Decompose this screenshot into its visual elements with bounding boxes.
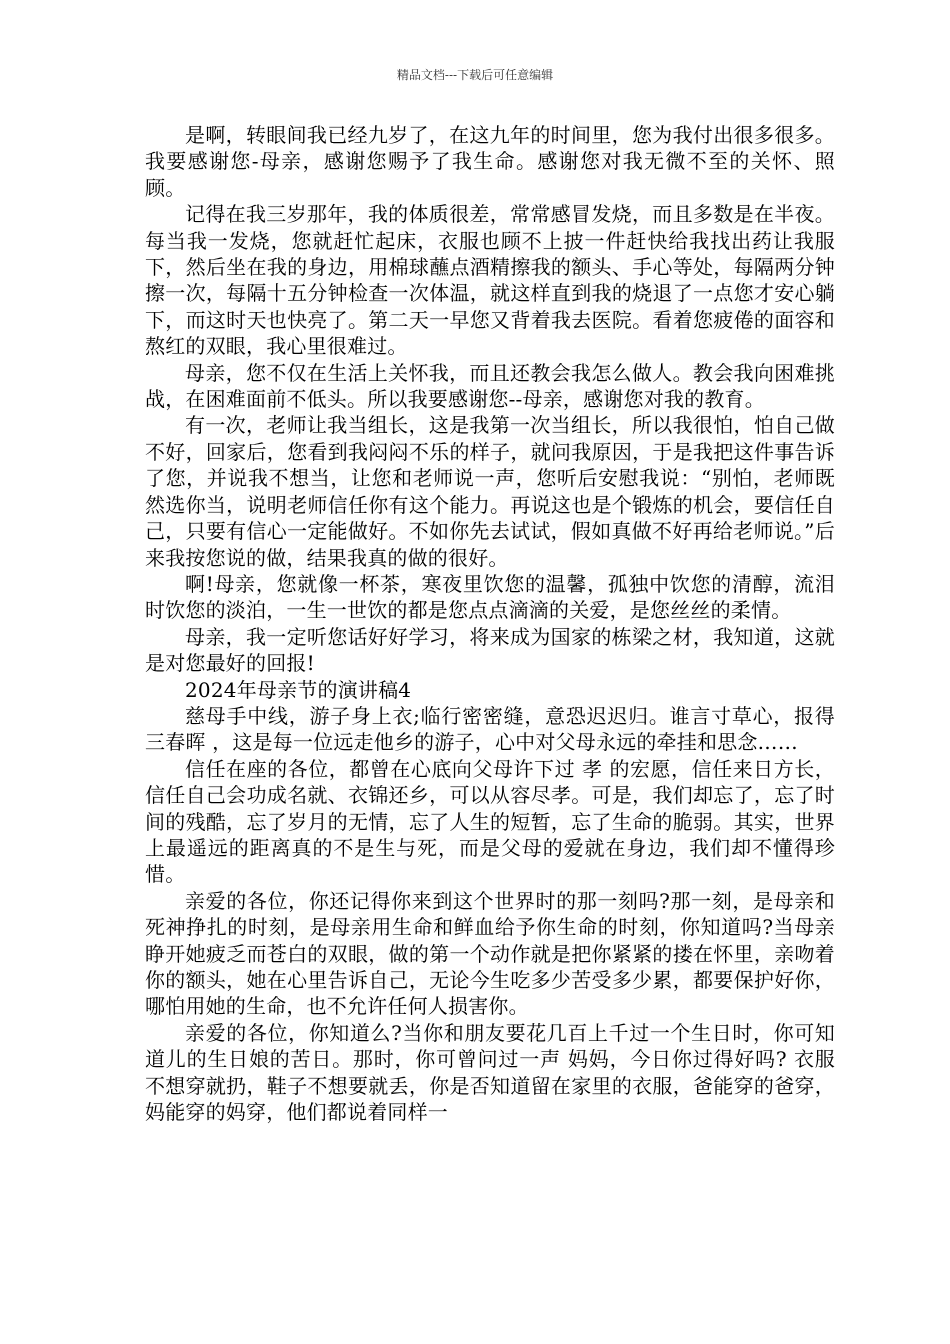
paragraph: 啊!母亲，您就像一杯茶，寒夜里饮您的温馨，孤独中饮您的清醇，流泪时饮您的淡泊，一生一世饮的都是您点点滴滴的关爱，是您丝丝的柔情。 bbox=[145, 571, 835, 623]
paragraph: 信任在座的各位，都曾在心底向父母许下过 孝 的宏愿，信任来日方长，信任自己会功成名就、衣锦还乡，可以从容尽孝。可是，我们却忘了，忘了时间的残酷，忘了岁月的无情，忘了人生的短暂，忘了生命的脆弱。其实，世界上最遥远的距离真的不是生与死，而是父母的爱就在身边，我们却不懂得珍惜。 bbox=[145, 756, 835, 887]
paragraph: 有一次，老师让我当组长，这是我第一次当组长，所以我很怕，怕自己做不好，回家后，您看到我闷闷不乐的样子，就问我原因，于是我把这件事告诉了您，并说我不想当，让您和老师说一声，您听后安慰我说：“别怕，老师既然选你当，说明老师信任你有这个能力。再说这也是个锻炼的机会，要信任自己，只要有信心一定能做好。不如你先去试试，假如真做不好再给老师说。”后来我按您说的做，结果我真的做的很好。 bbox=[145, 413, 835, 570]
section-title: 2024年母亲节的演讲稿4 bbox=[185, 677, 412, 702]
paragraph: 亲爱的各位，你还记得你来到这个世界时的那一刻吗?那一刻，是母亲和死神挣扎的时刻，是母亲用生命和鲜血给予你生命的时刻，你知道吗?当母亲睁开她疲乏而苍白的双眼，做的第一个动作就是把你紧紧的搂在怀里，亲吻着你的额头，她在心里告诉自己，无论今生吃多少苦受多少累，都要保护好你，哪怕用她的生命，也不允许任何人损害你。 bbox=[145, 888, 835, 1019]
document-body bbox=[145, 122, 835, 1125]
paragraph: 慈母手中线，游子身上衣;临行密密缝，意恐迟迟归。谁言寸草心，报得三春晖 ，这是每一位远走他乡的游子，心中对父母永远的牵挂和思念…… bbox=[145, 703, 835, 755]
page-header: 精品文档---下载后可任意编辑 bbox=[396, 68, 554, 82]
paragraph: 亲爱的各位，你知道么?当你和朋友要花几百上千过一个生日时，你可知道儿的生日娘的苦日。那时，你可曾问过一声 妈妈，今日你过得好吗? 衣服不想穿就扔，鞋子不想要就丢，你是否知道留在家里的衣服，爸能穿的爸穿，妈能穿的妈穿，他们都说着同样一 bbox=[145, 1020, 835, 1125]
paragraph: 记得在我三岁那年，我的体质很差，常常感冒发烧，而且多数是在半夜。每当我一发烧，您就赶忙起床，衣服也顾不上披一件赶快给我找出药让我服下，然后坐在我的身边，用棉球蘸点酒精擦我的额头、手心等处，每隔两分钟擦一次，每隔十五分钟检查一次体温，就这样直到我的烧退了一点您才安心躺下，而这时天也快亮了。第二天一早您又背着我去医院。看着您疲倦的面容和熬红的双眼，我心里很难过。 bbox=[145, 202, 835, 359]
paragraph: 母亲，我一定听您话好好学习，将来成为国家的栋梁之材，我知道，这就是对您最好的回报! bbox=[145, 624, 835, 676]
paragraph: 母亲，您不仅在生活上关怀我，而且还教会我怎么做人。教会我向困难挑战，在困难面前不低头。所以我要感谢您--母亲，感谢您对我的教育。 bbox=[145, 360, 835, 412]
paragraph: 是啊，转眼间我已经九岁了，在这九年的时间里，您为我付出很多很多。我要感谢您-母亲，感谢您赐予了我生命。感谢您对我无微不至的关怀、照顾。 bbox=[145, 123, 835, 200]
